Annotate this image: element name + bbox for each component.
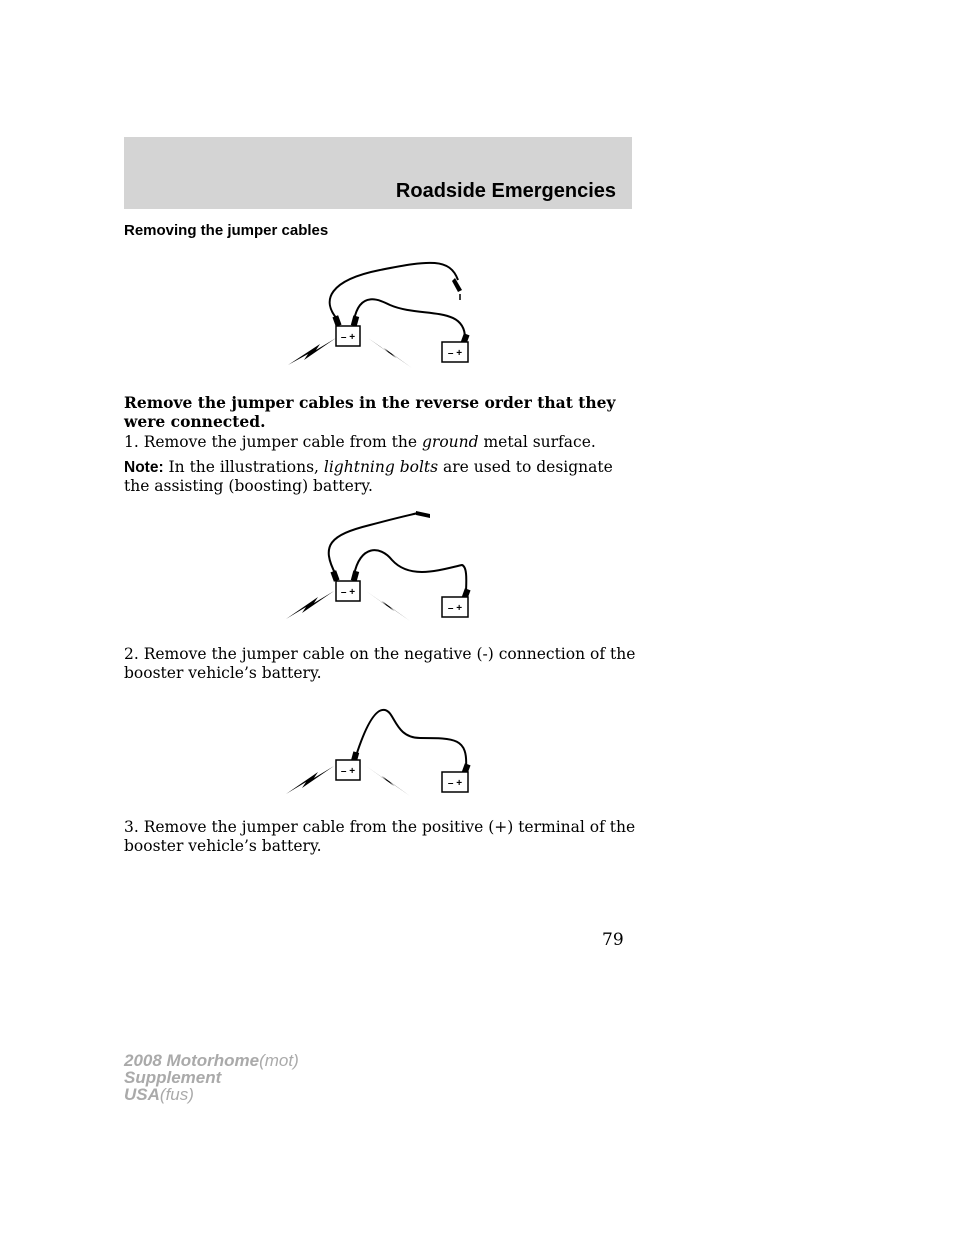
svg-text:– +: – + [340, 587, 356, 598]
note-label: Note: [124, 459, 164, 476]
battery-icon [442, 772, 468, 792]
note [124, 458, 636, 496]
footer-line-2: Supplement [124, 1068, 222, 1087]
battery-icon [442, 342, 468, 362]
header-band [124, 137, 632, 209]
lightning-bolt-icon [288, 338, 336, 365]
footer-market: USA [124, 1085, 160, 1104]
intro-paragraph: Remove the jumper cables in the reverse order that they were connected. [124, 393, 616, 431]
jumper-diagram-3 [280, 698, 480, 798]
lightning-bolt-icon [366, 766, 410, 796]
note-text-end: are used to designate the assisting (boosting) battery. [124, 458, 613, 495]
svg-text:– +: – + [340, 766, 356, 777]
step-1-text-end: metal surface. [478, 433, 596, 451]
step-1-term: ground [422, 433, 479, 451]
step-2: 2. Remove the jumper cable on the negative (-) connection of the booster vehicle’s battery. [124, 645, 636, 682]
section-title: Removing the jumper cables [124, 222, 329, 239]
lightning-bolt-icon [366, 591, 410, 621]
jumper-diagram-2 [280, 505, 480, 623]
lightning-bolt-icon [368, 338, 412, 368]
footer-line-1 [124, 1052, 299, 1069]
battery-icon [336, 326, 360, 346]
step-1-text: 1. Remove the jumper cable from the [124, 433, 422, 451]
battery-icon [442, 597, 468, 617]
lightning-bolt-icon [286, 591, 334, 619]
svg-text:– +: – + [447, 603, 463, 614]
footer-model-code: (mot) [259, 1051, 299, 1070]
footer [124, 1052, 299, 1103]
svg-text:– +: – + [447, 348, 463, 359]
footer-market-code: (fus) [159, 1085, 194, 1104]
step-3: 3. Remove the jumper cable from the positive (+) terminal of the booster vehicle’s battery. [124, 818, 636, 855]
step-1 [124, 433, 636, 452]
battery-icon [336, 581, 360, 601]
header-title: Roadside Emergencies [395, 180, 616, 202]
footer-line-3 [124, 1086, 299, 1103]
lightning-bolt-icon [286, 766, 334, 794]
jumper-cable-clamp-icon [351, 751, 471, 774]
svg-text:– +: – + [447, 778, 463, 789]
jumper-diagram-1 [280, 260, 480, 372]
battery-icon [336, 760, 360, 780]
page-number: 79 [602, 930, 624, 950]
note-term: lightning bolts [323, 458, 439, 476]
footer-model: 2008 Motorhome [124, 1051, 260, 1070]
svg-text:– +: – + [340, 332, 356, 343]
note-text: In the illustrations, [163, 458, 324, 476]
